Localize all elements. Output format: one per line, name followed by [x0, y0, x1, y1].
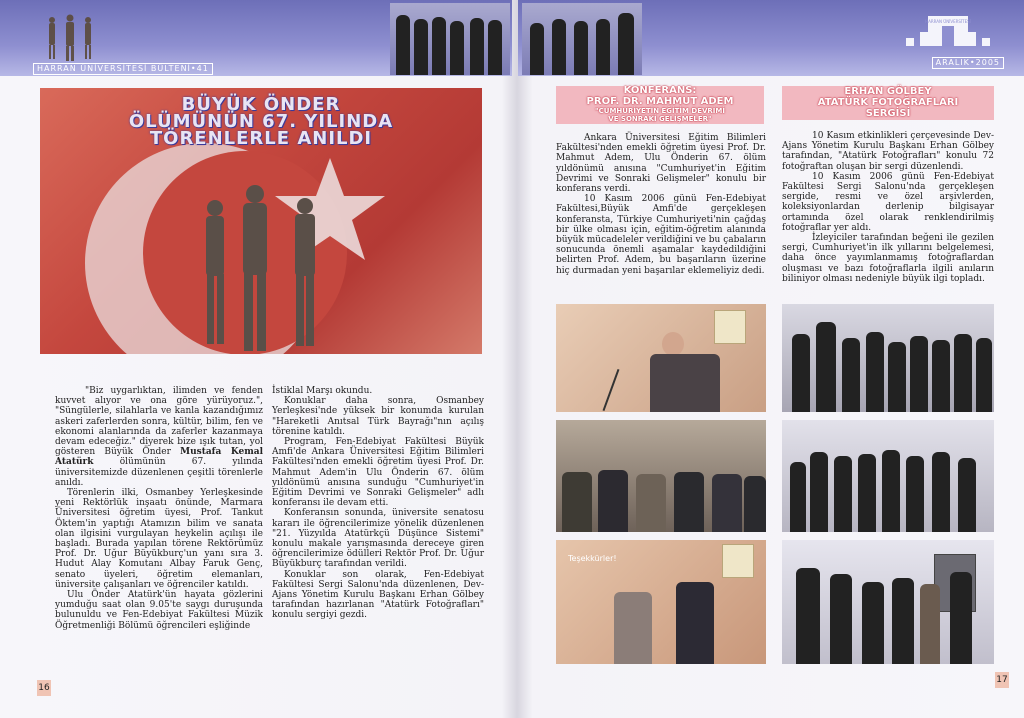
university-logo-icon — [898, 6, 998, 58]
header-band-left — [0, 0, 512, 76]
headline-title: BÜYÜK ÖNDER ÖLÜMÜNÜN 67. YILINDA TÖRENLERLE ANILDI — [128, 94, 394, 149]
bulletin-title: HARRAN ÜNİVERSİTESİ BÜLTENİ•41 — [33, 63, 213, 75]
photo-exhibition-group-2 — [782, 420, 994, 532]
issue-date: ARALIK•2005 — [932, 57, 1004, 69]
conference-title: KONFERANS: PROF. DR. MAHMUT ADEM "CUMHURİYETİN EĞİTİM DEVRİMİ VE SONRAKİ GELİŞMELER" — [556, 86, 764, 124]
headline-banner — [40, 88, 482, 354]
svg-text:HARRAN ÜNİVERSİTESİ: HARRAN ÜNİVERSİTESİ — [925, 19, 971, 24]
photo-speaker-podium — [556, 304, 766, 412]
left-column-2: İstiklal Marşı okundu. Konuklar daha sonra, Osmanbey Yerleşkesi'nde yüksek bir konumda kurulan "Hareketli Anıtsal Türk Bayrağı"nın açılış törenine katıldı. Program, Fen-Edebiyat Fakültesi Büyük Amfi'de Ankara Üniversitesi Eğitim Bilimleri Fakültesi'nden emekli öğretim üyesi Prof. Dr. Mahmut Adem'in Ulu Önderin 67. ölüm yıldönümü anısına sunduğu "Cumhuriyet'in Eğitim Devrimi ve Sonraki Gelişmeler" adlı konferansı ile devam etti. Konferansın sonunda, üniversite senatosu kararı ile öğrencilerimize yönelik düzenlenen "21. Yüzyılda Atatürkçü Düşünce Sistemi" konulu makale yarışmasında dereceye giren öğrencilerimize ödülleri Rektör Prof. Dr. Uğur Büyükburç tarafından verildi. Konuklar son olarak, Fen-Edebiyat Fakültesi Sergi Salonu'nda düzenlenen, Dev-Ajans Yönetim Kurulu Başkanı Erhan Gölbey tarafından hazırlanan "Atatürk Fotoğrafları" konulu sergiyi gezdi. — [272, 386, 484, 621]
photo-audience — [556, 420, 766, 532]
exhibition-body: 10 Kasım etkinlikleri çerçevesinde Dev-Ajans Yönetim Kurulu Başkanı Erhan Gölbey tarafından, "Atatürk Fotoğrafları" konulu 72 fotoğraftan oluşan bir sergi düzenlendi. 10 Kasım 2006 günü Fen-Edebiyat Fakültesi Sergi Salonu'nda gerçekleşen sergide, resmi ve özel arşivlerden, koleksiyonlardan derlenip bilgisayar ortamında özel olarak renklendirilmiş fotoğraflar yer aldı. İzleyiciler tarafından beğeni ile gezilen sergi, Cumhuriyet'in ilk yıllarını belgelemesi, daha önce yayımlanmamış fotoğraflardan oluşması ve bazı fotoğraflarla ilgili anıların biliniyor olması nedeniyle büyük ilgi topladı. — [782, 131, 994, 284]
page-number-right: 17 — [995, 672, 1009, 688]
header-band-right — [518, 0, 1024, 76]
header-photo-group-1 — [390, 3, 510, 75]
exhibition-title: ERHAN GÖLBEY ATATÜRK FOTOĞRAFLARI SERGİSİ — [782, 86, 994, 120]
page-number-left: 16 — [37, 680, 51, 696]
conference-body: Ankara Üniversitesi Eğitim Bilimleri Fakültesi'nden emekli öğretim üyesi Prof. Dr. Mahmut Adem, Ulu Önderin 67. ölüm yıldönümü anısına "Cumhuriyet'in Eğitim Devrimi ve Sonraki Gelişmeler" konulu bir konferans verdi. 10 Kasım 2006 günü Fen-Edebiyat Fakültesi,Büyük Amfi'de gerçekleşen konferansta, Türkiye Cumhuriyeti'nin çağdaş bir ülke olması için, eğitim-öğretim alanında büyük mücadeleler verildiğini ve bu çabaların sonucunda önemli aşamalar kaydedildiğini belirten Prof. Adem, bu başarıların üzerine hiç durmadan yeni başarılar eklemeliyiz dedi. — [556, 133, 766, 276]
header-photo-group-2 — [522, 3, 642, 75]
photo-exhibition-group-1 — [782, 304, 994, 412]
photo-award — [556, 540, 766, 664]
statue-logo-icon — [40, 12, 100, 64]
photo-caption: Teşekkürler! — [568, 554, 617, 563]
photo-exhibition-group-3 — [782, 540, 994, 664]
left-column-1: "Biz uygarlıktan, ilimden ve fenden kuvvet alıyor ve ona göre yürüyoruz.", "Süngülerle, silahlarla ve kanla kazandığımız askeri zaferlerden sonra, kültür, bilim, fen ve ekonomi alanlarında da zaferler kazanmaya devam edeceğiz." diyerek bize ışık tutan, yol gösteren Büyük Önder Mustafa Kemal Atatürk ölümünün 67. yılında üniversitemizde düzenlenen çeşitli törenlerle anıldı. Törenlerin ilki, Osmanbey Yerleşkesinde yeni Rektörlük inşaatı önünde, Marmara Üniversitesi öğretim üyesi, Prof. Tankut Öktem'in yaptığı Atamızın bilim ve sanata olan ilgisini vurgulayan heykelin açılışı ile başladı. Burada yapılan törene Rektörümüz Prof. Dr. Uğur Büyükburç'un yanı sıra 3. Hudut Alay Komutanı Albay Faruk Genç, senato üyeleri, öğretim elemanları, üniversite çalışanları ve öğrenciler katıldı. Ulu Önder Atatürk'ün hayata gözlerini yumduğu saat olan 9.05'te saygı duruşunda bulunuldu ve Fen-Edebiyat Fakültesi Müzik Öğretmenliği Bölümü öğrencileri eşliğinde — [55, 386, 263, 631]
